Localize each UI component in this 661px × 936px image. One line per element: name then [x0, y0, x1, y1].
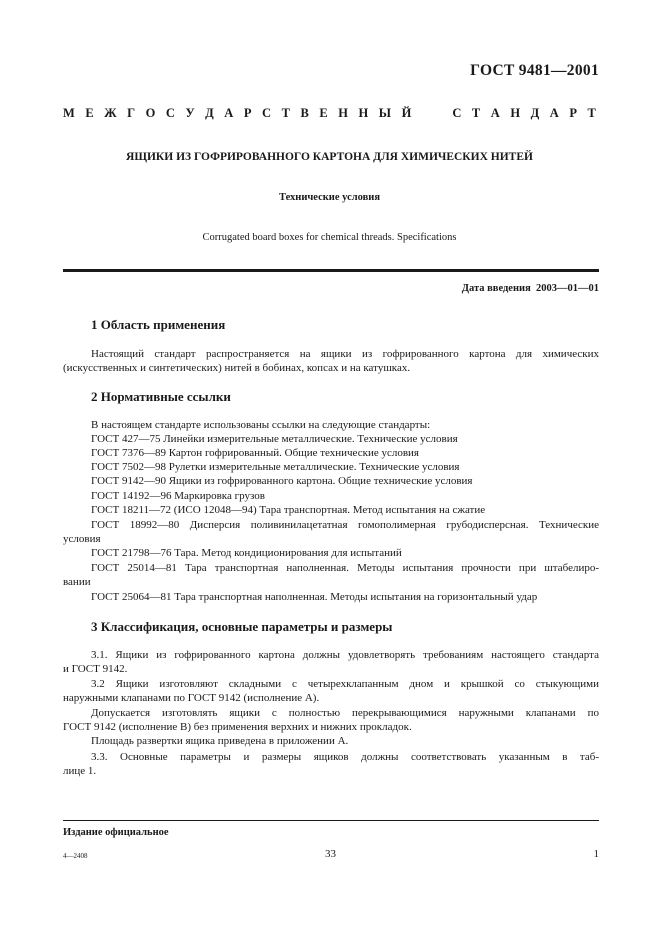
- p31-line-1: 3.1. Ящики из гофрированного картона должны удовлетворять требованиям настоящего стандарта: [91, 649, 599, 661]
- header-rule: [63, 269, 599, 272]
- section-3-heading: 3 Классификация, основные параметры и размеры: [91, 619, 393, 634]
- ref-gost-427: ГОСТ 427—75 Линейки измерительные металлические. Технические условия: [91, 433, 458, 445]
- banner-letter: Т: [587, 106, 596, 120]
- p32-line-2: наружными клапанами по ГОСТ 9142 (исполнение А).: [63, 692, 320, 705]
- banner-letter: Ы: [378, 106, 392, 120]
- s1-line-1: Настоящий стандарт распространяется на ящики из гофрированного картона для химических: [91, 348, 599, 360]
- gost-number: ГОСТ 9481—2001: [470, 62, 599, 79]
- print-order-code: 4—2408: [63, 852, 88, 860]
- date-value: 2003—01—01: [536, 283, 599, 294]
- banner-letter: М: [63, 106, 75, 120]
- section-1-heading: 1 Область применения: [91, 317, 226, 332]
- document-title: ЯЩИКИ ИЗ ГОФРИРОВАННОГО КАРТОНА ДЛЯ ХИМИЧЕСКИХ НИТЕЙ: [126, 151, 533, 163]
- ref-gost-25064: ГОСТ 25064—81 Тара транспортная наполненная. Методы испытания на горизонтальный удар: [91, 591, 538, 603]
- document-subtitle: Технические условия: [278, 192, 381, 203]
- banner-letter: С: [262, 106, 272, 120]
- banner-letter: У: [185, 106, 195, 120]
- introduction-date: [462, 283, 599, 294]
- banner-letter: В: [300, 106, 309, 120]
- paragraph-3-3: [63, 750, 599, 779]
- ref-25014-line-2: вании: [63, 576, 91, 589]
- paragraph-3-1: [63, 648, 599, 677]
- banner-letter: Т: [471, 106, 481, 120]
- banner-letter: Ж: [104, 106, 117, 120]
- footer-rule: [63, 820, 599, 821]
- ref-25014-line-1: ГОСТ 25014—81 Тара транспортная наполненная. Методы испытания прочности при штабелиро-: [91, 562, 599, 574]
- p33-line-2: лице 1.: [63, 765, 97, 778]
- banner-letter: Й: [401, 106, 412, 120]
- ref-gost-9142: ГОСТ 9142—90 Ящики из гофрированного картона. Общие технические условия: [91, 475, 473, 487]
- banner-letter: Д: [530, 106, 540, 120]
- banner-letter: Т: [281, 106, 290, 120]
- banner-letter: Р: [243, 106, 252, 120]
- official-edition-label: Издание официальное: [63, 827, 169, 838]
- ref-gost-21798: ГОСТ 21798—76 Тара. Метод кондиционирования для испытаний: [91, 547, 402, 559]
- banner-letter: Д: [205, 106, 214, 120]
- sheet-number: 1: [593, 848, 599, 860]
- english-title: Corrugated board boxes for chemical threads. Specifications: [202, 232, 457, 243]
- banner-letter: Г: [127, 106, 136, 120]
- s1-line-2: (искусственных и синтетических) нитей в бобинах, копсах и на катушках.: [63, 362, 411, 375]
- ref-18992-line-1: ГОСТ 18992—80 Дисперсия поливинилацетатная гомополимерная грубодисперсная. Технические: [91, 519, 599, 531]
- banner-letter: Н: [510, 106, 521, 120]
- ref-gost-7376: ГОСТ 7376—89 Картон гофрированный. Общие технические условия: [91, 447, 419, 459]
- paragraph-3-2-option-b: [63, 706, 599, 735]
- ref-gost-7502: ГОСТ 7502—98 Рулетки измерительные металлические. Технические условия: [91, 461, 460, 473]
- banner-letter: А: [490, 106, 500, 120]
- p32b-line-2: ГОСТ 9142 (исполнение В) без применения верхних и нижних прокладок.: [63, 721, 412, 734]
- banner-letter: Е: [319, 106, 328, 120]
- ref-18992-line-2: условия: [63, 533, 101, 546]
- paragraph-3-2-unfolding-area: Площадь развертки ящика приведена в приложении А.: [91, 735, 349, 747]
- banner-letter: С: [452, 106, 462, 120]
- interstate-standard-banner: [63, 106, 596, 121]
- banner-letter: С: [165, 106, 175, 120]
- banner-letter: Н: [338, 106, 348, 120]
- p32b-line-1: Допускается изготовлять ящики с полностью перекрывающимися наружными клапанами по: [91, 707, 599, 719]
- section-1-paragraph: [63, 347, 599, 376]
- ref-gost-25014: [63, 561, 599, 590]
- paragraph-3-2: [63, 677, 599, 706]
- section-2-intro: В настоящем стандарте использованы ссылки на следующие стандарты:: [91, 419, 431, 431]
- banner-letter: Р: [569, 106, 577, 120]
- word-gap: [422, 106, 442, 121]
- banner-letter: А: [224, 106, 234, 120]
- p32-line-1: 3.2 Ящики изготовляют складными с четырехклапанным дном и крышкой со стыкующими: [91, 678, 599, 690]
- section-2-heading: 2 Нормативные ссылки: [91, 389, 231, 404]
- banner-letter: Е: [85, 106, 94, 120]
- ref-gost-18211: ГОСТ 18211—72 (ИСО 12048—94) Тара транспортная. Метод испытания на сжатие: [91, 504, 486, 516]
- p33-line-1: 3.3. Основные параметры и размеры ящиков должны соответствовать указанным в таб-: [91, 751, 599, 763]
- ref-gost-18992: [63, 518, 599, 547]
- date-label: Дата введения: [461, 283, 531, 294]
- banner-letter: А: [549, 106, 559, 120]
- banner-letter: Н: [358, 106, 369, 120]
- ref-gost-14192: ГОСТ 14192—96 Маркировка грузов: [91, 490, 265, 502]
- page-number: 33: [325, 848, 336, 860]
- banner-letter: О: [145, 106, 156, 120]
- p31-line-2: и ГОСТ 9142.: [63, 663, 128, 676]
